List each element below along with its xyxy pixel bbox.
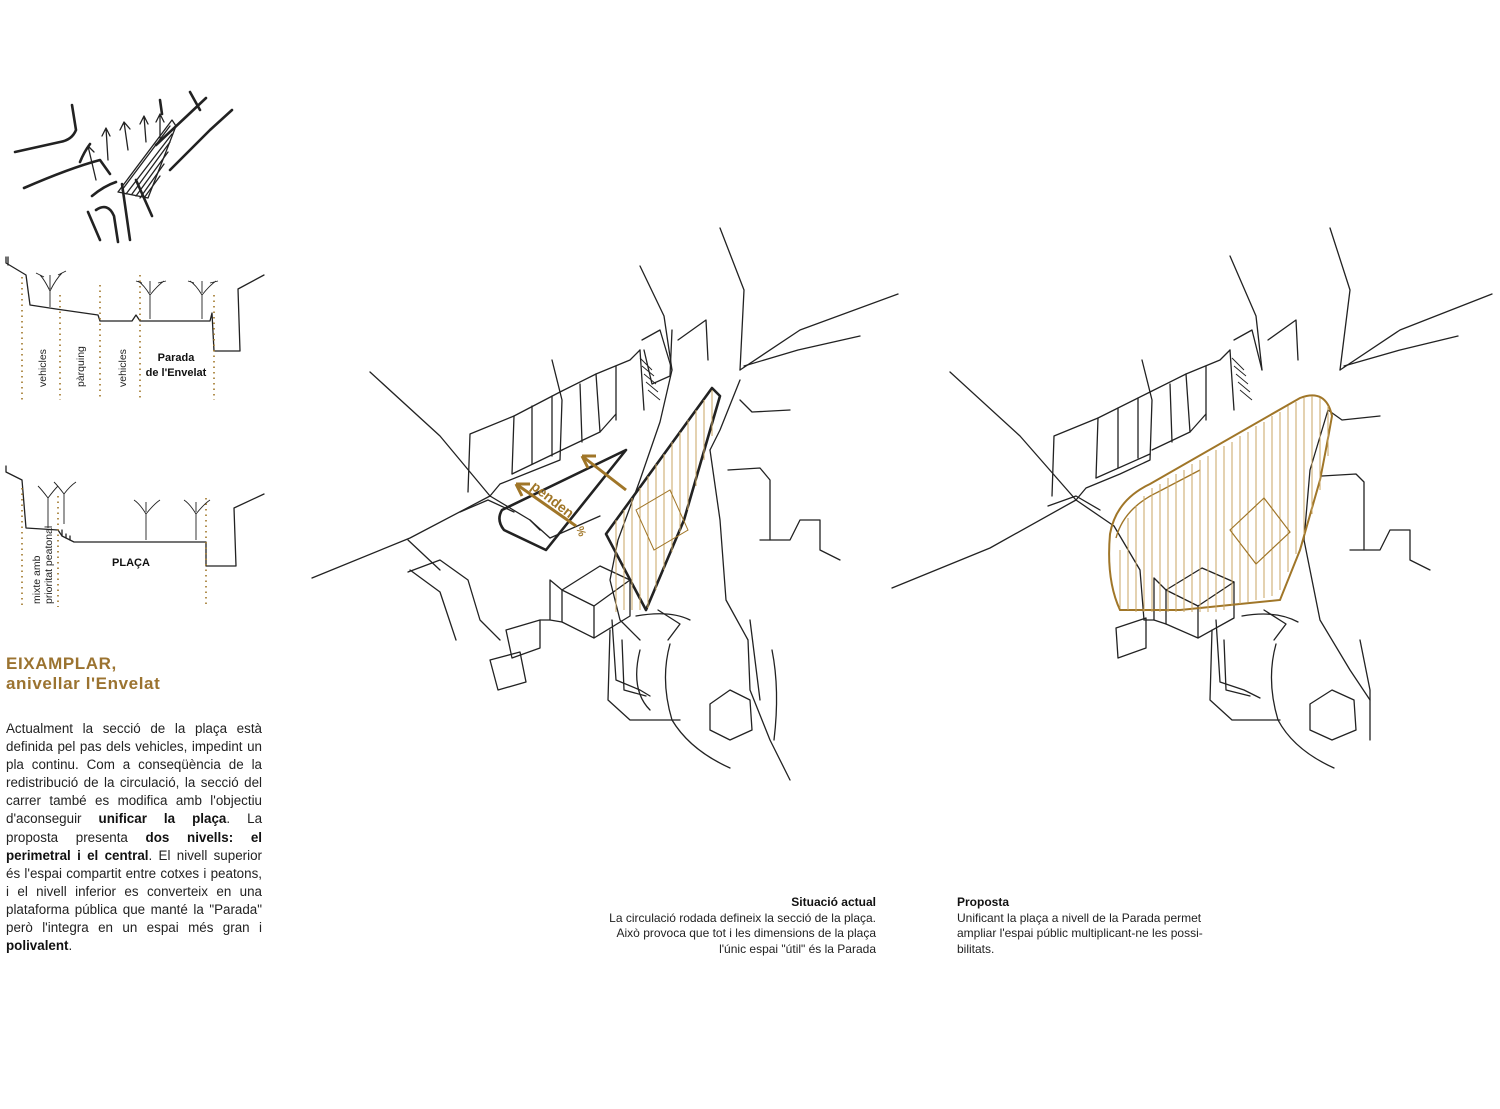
body-text-1: Actualment la secció de la plaça està definida pel pas dels vehicles, impedint un pla continu. Com a conseqüència de la redistribució de la circulació, la secció del carrer també es modifica amb l'objectiu d'aconseguir — [6, 721, 262, 827]
caption-proposal-line-1: Unificant la plaça a nivell de la Parada permet — [957, 910, 1202, 925]
street-section-proposal — [0, 462, 270, 610]
section-label-parada: Parada — [157, 352, 195, 364]
caption-proposal — [957, 895, 1257, 957]
body-bold-1: unificar la plaça — [98, 811, 227, 827]
headline — [6, 654, 160, 694]
headline-line-1: EIXAMPLAR, — [6, 654, 117, 673]
caption-current-title: Situació actual — [791, 895, 876, 909]
slope-unit: % — [573, 524, 588, 539]
caption-proposal-line-3: bilitats. — [957, 941, 995, 956]
section-label-mixte: mixte amb — [31, 555, 43, 604]
body-bold-3: polivalent — [6, 938, 69, 954]
slope-label: penden — [528, 477, 578, 522]
street-section-current — [0, 255, 270, 405]
section-label-envelat: de l'Envelat — [145, 367, 207, 379]
body-bold-2: dos nivells: el perimetral i el central — [6, 829, 262, 863]
body-text-2: . La proposta presenta — [6, 811, 263, 845]
caption-current-line-3: l'únic espai "útil" és la Parada — [719, 941, 876, 956]
axonometric-current — [300, 220, 900, 830]
section-label-placa: PLAÇA — [112, 557, 150, 569]
section-label-vehicles-1: vehicles — [37, 349, 49, 387]
description-paragraph — [6, 720, 262, 955]
headline-line-2: anivellar l'Envelat — [6, 674, 161, 693]
section-label-prioritat: prioritat peatonal — [43, 525, 55, 604]
circulation-sketch — [0, 90, 240, 250]
body-text-3: . El nivell superior és l'espai compartit entre cotxes i peatons, i el nivell inferior es converteix en una plataforma pública que manté la "Parada" però l'integra en un espai més gran i — [6, 847, 262, 936]
section-label-vehicles-2: vehicles — [117, 349, 129, 387]
axonometric-proposal — [880, 220, 1500, 830]
caption-current — [560, 895, 876, 957]
caption-current-line-2: Això provoca que tot i les dimensions de la plaça — [616, 926, 876, 940]
caption-proposal-line-2: ampliar l'espai públic multiplicant-ne les possi- — [957, 926, 1203, 940]
body-text-4: . — [68, 938, 73, 954]
caption-current-line-1: La circulació rodada defineix la secció de la plaça. — [609, 910, 876, 925]
section-label-parquing: pàrquing — [75, 346, 87, 387]
caption-proposal-title: Proposta — [957, 895, 1010, 909]
